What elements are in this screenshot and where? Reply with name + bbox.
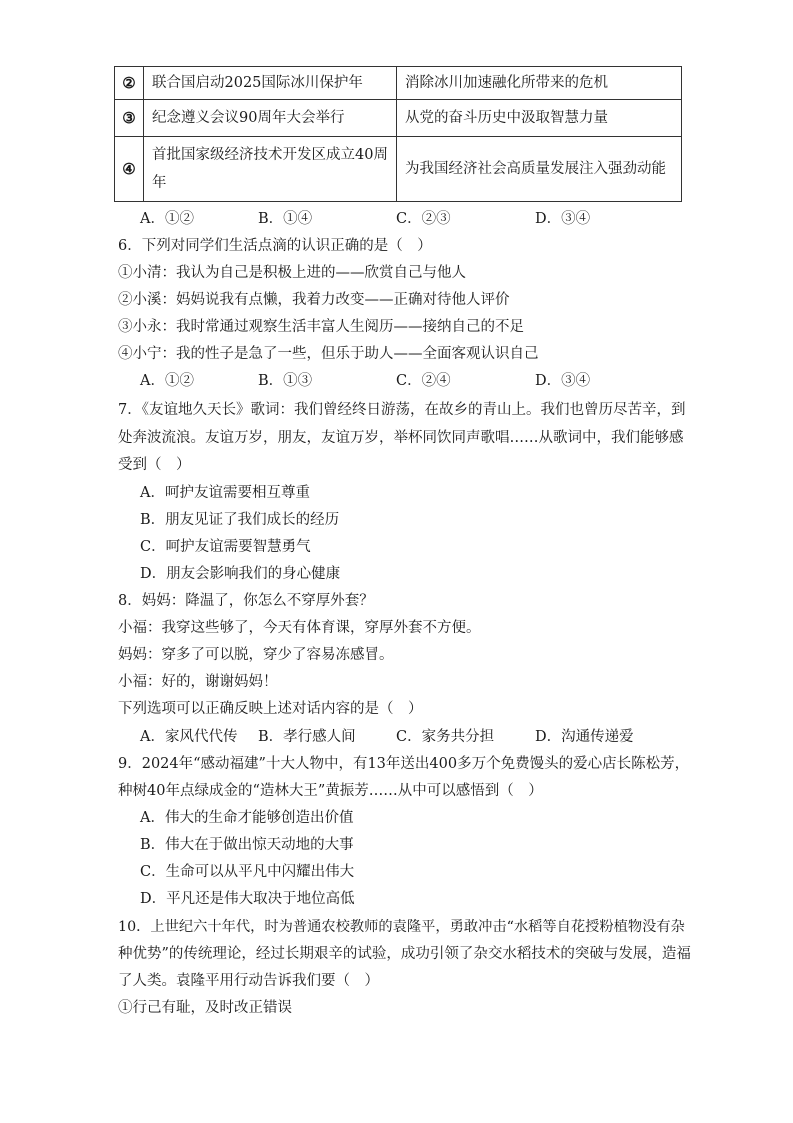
option-a[interactable]: A．①② (140, 211, 194, 227)
option-c[interactable]: C．呵护友谊需要智慧勇气 (140, 539, 311, 555)
question-8-dialogue: 小福：我穿这些够了，今天有体育课，穿厚外套不方便。 (118, 620, 481, 636)
event-cell: 纪念遵义会议90周年大会举行 (144, 100, 397, 137)
option-d[interactable]: D．朋友会影响我们的身心健康 (140, 566, 341, 582)
event-cell: 首批国家级经济技术开发区成立40周年 (144, 137, 397, 202)
option-d[interactable]: D．平凡还是伟大取决于地位高低 (140, 891, 355, 907)
option-c[interactable]: C．②③ (396, 211, 451, 227)
option-c[interactable]: C．②④ (396, 373, 451, 389)
question-10-stem: 了人类。袁隆平用行动告诉我们要（ ） (118, 973, 379, 989)
meaning-cell: 从党的奋斗历史中汲取智慧力量 (397, 100, 682, 137)
option-a[interactable]: A．家风代代传 (140, 729, 238, 745)
question-10-stem: 10．上世纪六十年代，时为普通农校教师的袁隆平，勇敢冲击“水稻等自花授粉植物没有杂 (118, 919, 685, 935)
question-6-stem: 6．下列对同学们生活点滴的认识正确的是（ ） (118, 238, 432, 254)
events-table (114, 66, 682, 202)
question-9-stem: 9．2024年“感动福建”十大人物中，有13年送出400多万个免费馒头的爱心店长陈松芳， (118, 756, 690, 772)
option-d[interactable]: D．③④ (535, 373, 591, 389)
question-7-stem: 处奔波流浪。友谊万岁，朋友，友谊万岁，举杯同饮同声歌唱……从歌词中，我们能够感 (118, 430, 684, 446)
option-a[interactable]: A．呵护友谊需要相互尊重 (140, 485, 310, 501)
row-number: ③ (115, 100, 144, 137)
question-8-dialogue: 8．妈妈：降温了，你怎么不穿厚外套？ (118, 593, 374, 609)
question-10-stem: 种优势”的传统理论，经过长期艰辛的试验，成功引领了杂交水稻技术的突破与发展，造福 (118, 946, 691, 962)
option-b[interactable]: B．孝行感人间 (258, 729, 356, 745)
table-row (115, 137, 682, 202)
q10-item: ①行己有耻，及时改正错误 (118, 1000, 292, 1016)
question-8-stem: 下列选项可以正确反映上述对话内容的是（ ） (118, 701, 423, 717)
option-d[interactable]: D．③④ (535, 211, 591, 227)
option-d[interactable]: D．沟通传递爱 (535, 729, 634, 745)
table-row (115, 100, 682, 137)
option-c[interactable]: C．生命可以从平凡中闪耀出伟大 (140, 864, 355, 880)
option-b[interactable]: B．朋友见证了我们成长的经历 (140, 512, 340, 528)
question-7-stem: 受到（ ） (118, 457, 191, 473)
row-number: ④ (115, 137, 144, 202)
question-8-dialogue: 妈妈：穿多了可以脱，穿少了容易冻感冒。 (118, 647, 394, 663)
meaning-cell: 为我国经济社会高质量发展注入强劲动能 (397, 137, 682, 202)
q6-item: ①小清：我认为自己是积极上进的——欣赏自己与他人 (118, 265, 466, 281)
meaning-cell: 消除冰川加速融化所带来的危机 (397, 67, 682, 100)
row-number: ② (115, 67, 144, 100)
question-8-dialogue: 小福：好的，谢谢妈妈！ (118, 674, 278, 690)
option-a[interactable]: A．伟大的生命才能够创造出价值 (140, 810, 354, 826)
option-a[interactable]: A．①② (140, 373, 194, 389)
q6-item: ②小溪：妈妈说我有点懒，我着力改变——正确对待他人评价 (118, 292, 510, 308)
option-b[interactable]: B．①④ (258, 211, 313, 227)
option-b[interactable]: B．①③ (258, 373, 313, 389)
option-c[interactable]: C．家务共分担 (396, 729, 495, 745)
q6-item: ③小永：我时常通过观察生活丰富人生阅历——接纳自己的不足 (118, 319, 524, 335)
table-row (115, 67, 682, 100)
q6-item: ④小宁：我的性子是急了一些，但乐于助人——全面客观认识自己 (118, 346, 539, 362)
event-cell: 联合国启动2025国际冰川保护年 (144, 67, 397, 100)
question-7-stem: 7．《友谊地久天长》歌词：我们曾经终日游荡，在故乡的青山上。我们也曾历尽苦辛，到 (118, 402, 686, 418)
option-b[interactable]: B．伟大在于做出惊天动地的大事 (140, 837, 354, 853)
question-9-stem: 种树40年点绿成金的“造林大王”黄振芳……从中可以感悟到（ ） (118, 783, 543, 799)
